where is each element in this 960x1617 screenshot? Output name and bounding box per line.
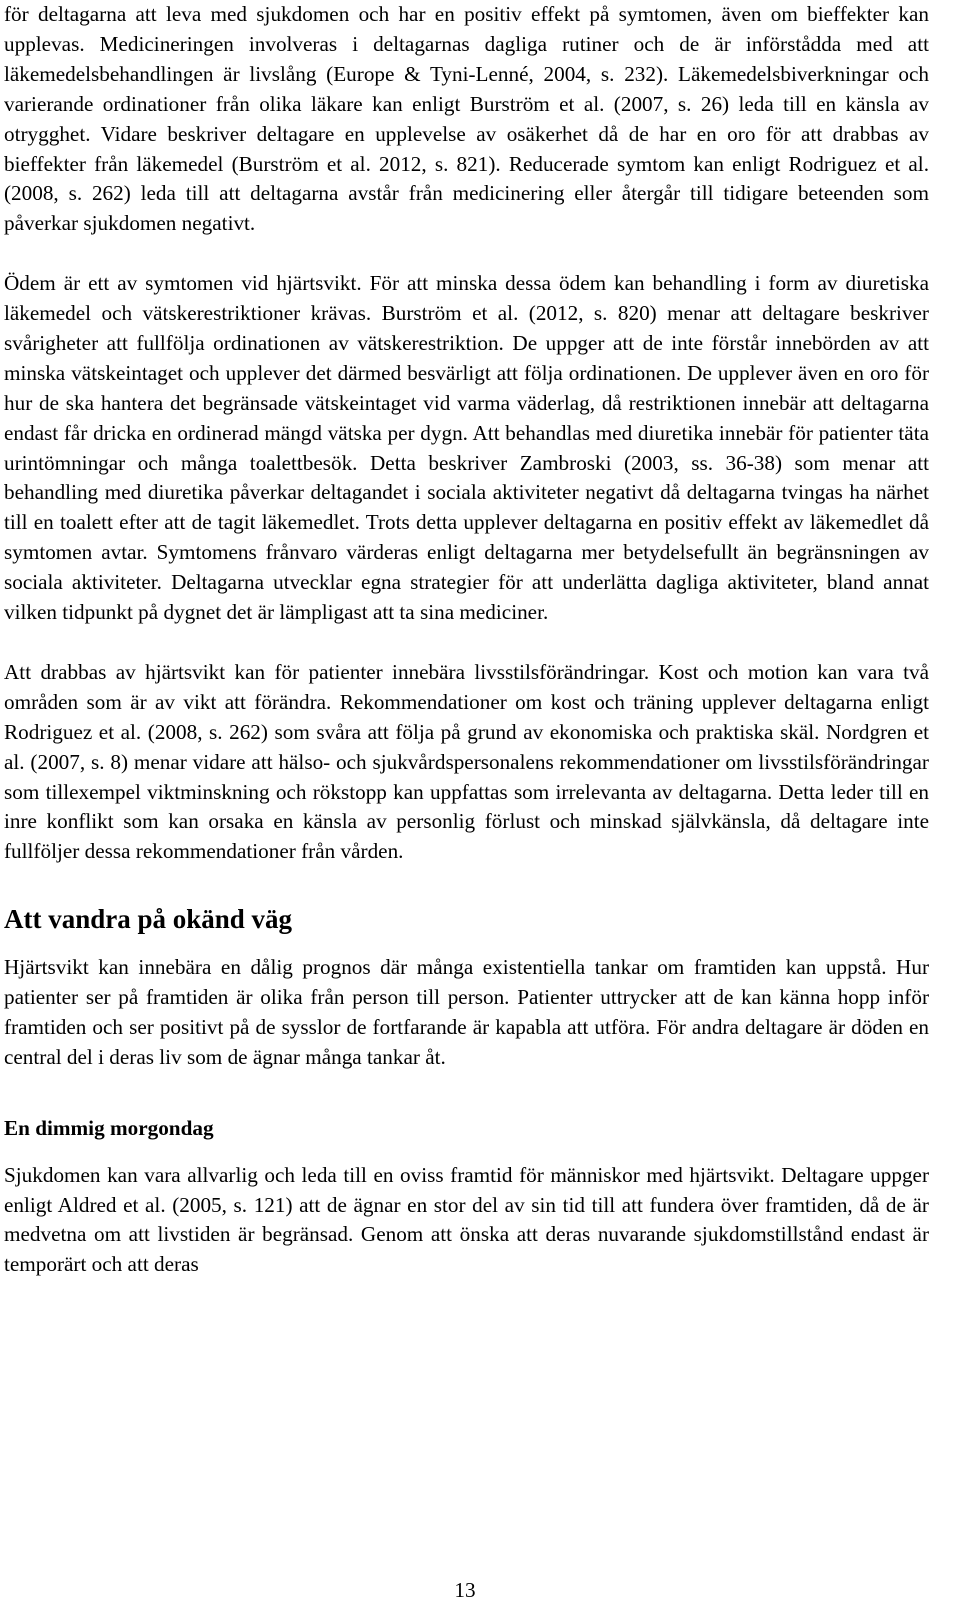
- section-heading: Att vandra på okänd väg: [4, 904, 293, 935]
- document-page: [4, 0, 929, 1280]
- subsection-heading: En dimmig morgondag: [4, 1115, 214, 1140]
- paragraph-gap: [4, 628, 929, 658]
- paragraph-prognosis: Hjärtsvikt kan innebära en dålig prognos där många existentiella tankar om framtiden kan uppstå. Hur patienter ser på framtiden är olika från person till person. Patienter uttrycker att de kan känna hopp inför framtiden och ser positivt på de sysslor de fortfarande är kapabla att utföra. För andra deltagare är döden en central del i deras liv som de ägnar många tankar åt.: [4, 955, 929, 1069]
- paragraph-gap: [4, 1073, 929, 1103]
- page-number: 13: [454, 1578, 476, 1602]
- paragraph-uncertain-future: Sjukdomen kan vara allvarlig och leda till en oviss framtid för människor med hjärtsvikt. Deltagare uppger enligt Aldred et al. (2005, s. 121) att de ägnar en stor del av sin tid till att fundera över framtiden, då de är medvetna om att livstiden är begränsad. Genom att önska att deras nuvarande sjukdomstillstånd endast är temporärt och att deras: [4, 1162, 929, 1277]
- paragraph-gap: [4, 867, 929, 897]
- paragraph-lifestyle-changes: Att drabbas av hjärtsvikt kan för patienter innebära livsstilsförändringar. Kost och motion kan vara två områden som är av vikt att förändra. Rekommendationer om kost och träning upplever deltagarna enligt Rodriguez et al. (2008, s. 262) som svåra att följa på grund av ekonomiska och praktiska skäl. Nordgren et al. (2007, s. 8) menar vidare att hälso- och sjukvårdspersonalens rekommendationer om livsstilsförändringar som tillexempel viktminskning och rökstopp kan uppfattas som irrelevanta av deltagarna. Detta leder till en inre konflikt som kan orsaka en känsla av personlig förlust och minskad självkänsla, då deltagare inte fullföljer dessa rekommendationer från vården.: [4, 659, 929, 864]
- paragraph-medication-effects: för deltagarna att leva med sjukdomen och har en positiv effekt på symtomen, även om bieffekter kan upplevas. Medicineringen involveras i deltagarnas dagliga rutiner och de är införstådda med att läkemedelsbehandlingen är livslång (Europe & Tyni-Lenné, 2004, s. 232). Läkemedelsbiverkningar och varierande ordinationer från olika läkare kan enligt Burström et al. (2007, s. 26) leda till en känsla av otrygghet. Vidare beskriver deltagare en upplevelse av osäkerhet då de har en oro för att drabbas av bieffekter från läkemedel (Burström et al. 2012, s. 821). Reducerade symtom kan enligt Rodriguez et al. (2008, s. 262) leda till att deltagarna avstår från medicinering eller återgår till tidigare beteenden som påverkar sjukdomen negativt.: [4, 2, 929, 236]
- paragraph-gap: [4, 239, 929, 269]
- paragraph-edema-diuretics: Ödem är ett av symtomen vid hjärtsvikt. För att minska dessa ödem kan behandling i form av diuretiska läkemedel och vätskerestriktioner krävas. Burström et al. (2012, s. 820) menar att deltagare beskriver svårigheter att fullfölja ordinationen av vätskerestriktion. De uppger att de inte förstår innebörden av att minska vätskeintaget och upplever det därmed besvärligt att följa ordinationen. De upplever även en oro för hur de ska hantera det begränsade vätskeintaget vid varma väderlag, då restriktionen innebär att deltagarna endast får dricka en ordinerad mängd vätska per dygn. Att behandlas med diuretika innebär för patienter täta urintömningar och många toalettbesök. Detta beskriver Zambroski (2003, ss. 36-38) som menar att behandling med diuretika påverkar deltagandet i sociala aktiviteter negativt då deltagarna tvingas ha närhet till en toalett efter att de tagit läkemedlet. Trots detta upplever deltagarna en positiv effekt av läkemedlet då symtomen avtar. Symtomens frånvaro värderas enligt deltagarna mer betydelsefullt än begränsningen av sociala aktiviteter. Deltagarna utvecklar egna strategier för att underlätta dagliga aktiviteter, bland annat vilken tidpunkt på dygnet det är lämpligast att ta sina mediciner.: [4, 271, 929, 625]
